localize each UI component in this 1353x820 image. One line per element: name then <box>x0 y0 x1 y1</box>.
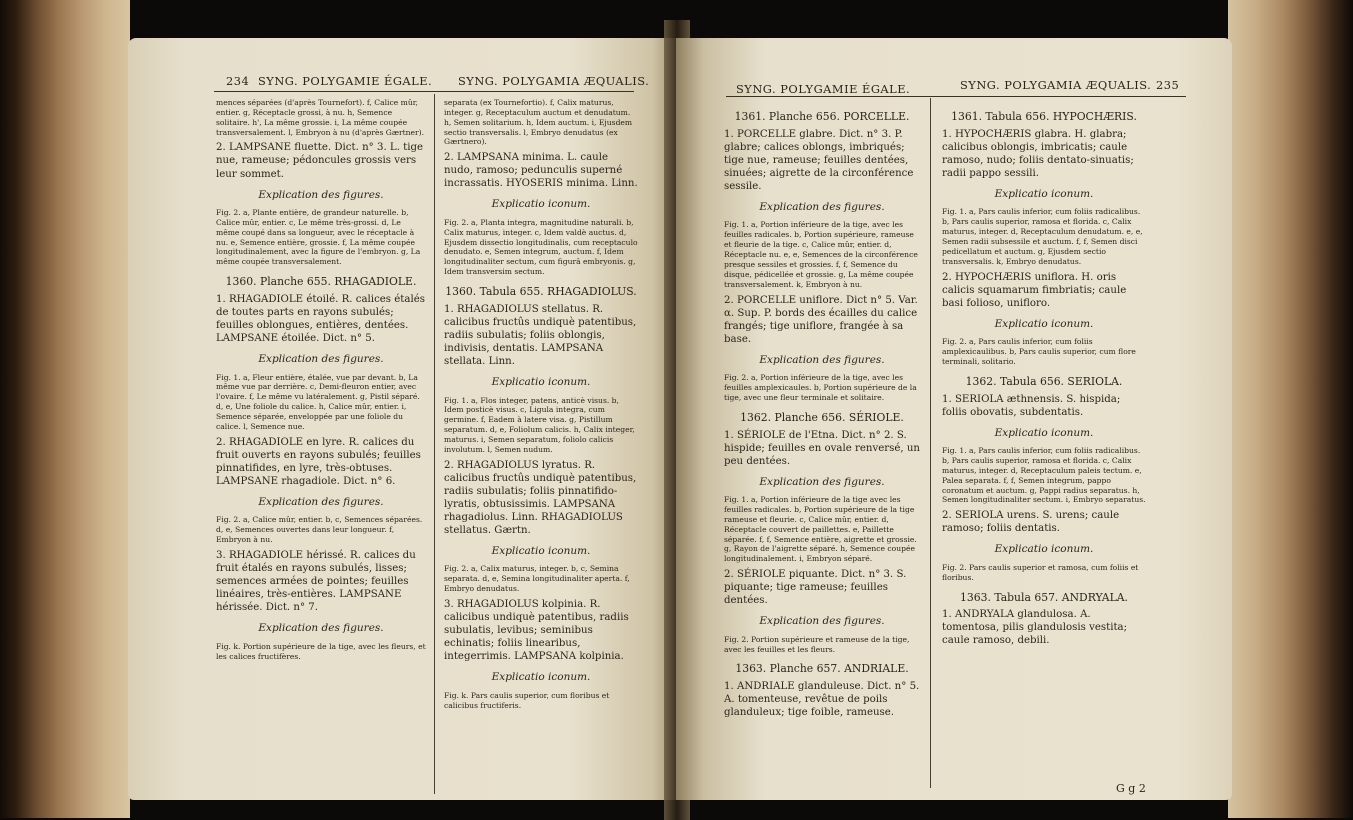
plate-heading: 1363. Tabula 657. ANDRYALA. <box>960 590 1128 604</box>
section-heading: Explication des figures. <box>759 353 885 366</box>
section-heading: Explication des figures. <box>258 495 384 508</box>
right-header-rule <box>726 96 1186 97</box>
figure-caption: Fig. 1. a, Flos integer, patens, anticè visus. b, Idem posticè visus. c, Ligula integra, cum germine. f, Eadem à latere visa. g, Pistillum separatum. d, e, Foliolum calicis. h, Calix integer, maturus. i, Semen separatum, foliolo calicis involutum. l, Semen nudum. <box>444 395 635 454</box>
section-heading: Explication des figures. <box>258 188 384 201</box>
right-page-number: 235 <box>1156 78 1180 92</box>
section-heading: Explication des figures. <box>258 353 384 366</box>
plate-heading: 1363. Planche 657. ANDRIALE. <box>735 662 909 676</box>
section-heading: Explicatio iconum. <box>994 188 1094 200</box>
species-entry: 3. RHAGADIOLE hérissé. R. calices du fruit étalés en rayons subulés, lisses; semences armées de pointes; feuilles linéaires, très-entières. LAMPSANE hérissée. Dict. n° 7. <box>216 549 416 614</box>
figure-caption: Fig. 2. a, Planta integra, magnitudine naturali. b, Calix maturus, integer. c, Idem valdè auctus. d, Ejusdem dissectio longitudinalis, cum receptaculo denudato. e, Semen integrum, auctum. f, Idem longitudinaliter sectum, cum figurâ embryonis. g, Idem transversim sectum. <box>444 217 638 277</box>
section-heading: Explicatio iconum. <box>491 376 591 389</box>
left-header-rule <box>214 91 634 92</box>
right-la-column <box>942 102 1146 778</box>
species-entry: 2. LAMPSANA minima. L. caule nudo, ramoso; pedunculis superné incrassatis. HYOSERIS minima. Linn. <box>444 152 638 190</box>
species-entry: 2. RHAGADIOLE en lyre. R. calices du fruit ouverts en rayons subulés; feuilles pinnatifides, en lyre, très-obtuses. LAMPSANE rhagadiole. Dict. n° 6. <box>216 436 421 487</box>
right-page <box>676 38 1232 800</box>
figure-caption: Fig. k. Portion supérieure de la tige, avec les fleurs, et les calices fructifères. <box>216 641 426 661</box>
left-fr-column <box>216 98 426 800</box>
plate-heading: 1362. Tabula 656. SERIOLA. <box>965 374 1123 388</box>
left-page <box>128 38 680 800</box>
left-header-la: SYNG. POLYGAMIA ÆQUALIS. <box>458 74 650 88</box>
book-edge-right <box>1228 0 1353 818</box>
plate-heading: 1360. Tabula 655. RHAGADIOLUS. <box>445 285 637 299</box>
figure-caption: Fig. 1. a, Fleur entière, étalée, vue par devant. b, La même vue par derrière. c, Demi-fleuron entier, avec l'ovaire. f, Le même vu latéralement. g, Pistil séparé. d, e, Une foliole du calice. h, Calice mûr, entier. i, Semence séparée, enveloppée par une foliole du calice. l, Semence nue. <box>216 372 420 431</box>
right-fr-column <box>724 102 920 800</box>
section-heading: Explication des figures. <box>759 475 885 488</box>
right-header-la: SYNG. POLYGAMIA ÆQUALIS. <box>960 78 1152 92</box>
right-column-divider <box>930 98 931 788</box>
plate-heading: 1362. Planche 656. SÉRIOLE. <box>740 410 904 424</box>
plate-heading: 1360. Planche 655. RHAGADIOLE. <box>225 275 417 289</box>
section-heading: Explication des figures. <box>759 615 885 628</box>
figure-caption: Fig. 2. a, Calice mûr, entier. b, c, Semences séparées. d, e, Semences ouvertes dans leur longueur. f, Embryon à nu. <box>216 515 423 545</box>
figure-caption: Fig. 2. a, Plante entière, de grandeur naturelle. b, Calice mûr, entier. c, Le même très-grossi. d, Le même coupé dans sa longueur, avec le réceptacle à nu. e, Semence entière, grossie. f, La même coupée longitudinalement, avec la figure de l'embryon. g, La même coupée transversalement. <box>216 208 421 267</box>
species-entry: 1. ANDRIALE glanduleuse. Dict. n° 5. A. tomenteuse, revêtue de poils glanduleux; tige foible, rameuse. <box>724 681 920 719</box>
right-header-fr: SYNG. POLYGAMIE ÉGALE. <box>736 82 911 96</box>
species-entry: 3. RHAGADIOLUS kolpinia. R. calicibus undiquè patentibus, radiis subulatis, levibus; seminibus echinatis; foliis linearibus, integerrimis. LAMPSANA kolpinia. <box>444 598 629 663</box>
figure-caption: Fig. 2. a, Pars caulis inferior, cum foliis amplexicaulibus. b, Pars caulis superior, cum flore terminali, solitario. <box>942 337 1136 366</box>
section-heading: Explicatio iconum. <box>491 544 591 557</box>
section-heading: Explicatio iconum. <box>994 317 1094 330</box>
left-page-number: 234 <box>226 74 250 88</box>
species-entry: 1. RHAGADIOLE étoilé. R. calices étalés de toutes parts en rayons subulés; feuilles oblongues, entières, dentées. LAMPSANE étoilée. Dict. n° 5. <box>216 293 425 345</box>
figure-caption: Fig. 2. Portion supérieure et rameuse de la tige, avec les feuilles et les fleurs. <box>724 634 910 654</box>
species-entry: 2. PORCELLE uniflore. Dict n° 5. Var. α. Sup. P. bords des écailles du calice frangés; tige uniflore, frangée à sa base. <box>724 294 918 345</box>
section-heading: Explicatio iconum. <box>994 426 1094 439</box>
species-entry: 1. SERIOLA æthnensis. S. hispida; foliis obovatis, subdentatis. <box>942 393 1121 418</box>
book-edge-left <box>0 0 130 818</box>
species-entry: 2. RHAGADIOLUS lyratus. R. calicibus fructûs undiquè patentibus, radiis subulatis; foliis pinnatifido-lyratis, obtusissimis. LAMPSANA rhagadiolus. Linn. RHAGADIOLUS stellatus. Gærtn. <box>444 459 637 536</box>
figure-caption: Fig. 1. a, Portion inférieure de la tige, avec les feuilles radicales. b, Portion supérieure, rameuse et fleurie de la tige. c, Calice mûr, entier. d, Réceptacle nu. e, e, Semences de la circonférence presque sessiles et grossies. f, f, Semence du disque, pédicellée et grossie. g, La même coupée transversalement. k, Embryon à nu. <box>724 220 918 289</box>
section-heading: Explicatio iconum. <box>994 543 1094 556</box>
figure-caption: Fig. 1. a, Pars caulis inferior, cum foliis radicalibus. b, Pars caulis superior, ramosa et florida. c, Calix maturus, integer. d, Receptaculum paleis tectum. e, Palea separata. f, f, Semen integrum, pappo coronatum et auctum. g, Pappi radius separatus. h, Semen longitudinaliter sectum. i, Embryo separatus. <box>942 446 1146 505</box>
figure-caption: Fig. 2. Pars caulis superior et ramosa, cum foliis et floribus. <box>942 562 1139 582</box>
plate-heading: 1361. Tabula 656. HYPOCHÆRIS. <box>951 110 1137 123</box>
species-entry: 2. SÉRIOLE piquante. Dict. n° 3. S. piquante; tige rameuse; feuilles dentées. <box>724 569 907 607</box>
figure-caption: mences séparées (d'après Tournefort). f, Calice mûr, entier. g, Réceptacle grossi, à nu. h, Semence solitaire. h', La même grossie. i, La même coupée transversalement. l, Embryon à nu (d'après Gærtner). <box>216 98 425 137</box>
left-header-fr: SYNG. POLYGAMIE ÉGALE. <box>258 74 433 88</box>
figure-caption: Fig. 1. a, Portion inférieure de la tige avec les feuilles radicales. b, Portion supérieure de la tige rameuse et fleurie. c, Calice mûr, entier. d, Réceptacle couvert de paillettes. e, Paillette séparée. f, f, Semence entière, aigrette et grossie. g, Rayon de l'aigrette séparé. h, Semence coupée longitudinalement. i, Embryon séparé. <box>724 495 917 564</box>
species-entry: 1. ANDRYALA glandulosa. A. tomentosa, pilis glandulosis vestita; caule ramoso, debili. <box>942 609 1128 647</box>
species-entry: 1. SÉRIOLE de l'Etna. Dict. n° 2. S. hispide; feuilles en ovale renversé, un peu dentées. <box>724 429 920 467</box>
figure-caption: Fig. 2. a, Calix maturus, integer. b, c, Semina separata. d, e, Semina longitudinaliter aperta. f, Embryo denudatus. <box>444 564 630 594</box>
left-column-divider <box>434 94 435 794</box>
figure-caption: separata (ex Tournefortio). f, Calix maturus, integer. g, Receptaculum auctum et denudatum. h, Semen solitarium. h, Idem auctum. i, Ejusdem sectio transversalis. l, Embryo denudatus (ex Gærtnero). <box>444 98 633 147</box>
species-entry: 2. LAMPSANE fluette. Dict. n° 3. L. tige nue, rameuse; pédoncules grossis vers leur sommet. <box>216 142 424 180</box>
figure-caption: Fig. k. Pars caulis superior, cum floribus et calicibus fructiferis. <box>444 690 610 710</box>
figure-caption: Fig. 1. a, Pars caulis inferior, cum foliis radicalibus. b, Pars caulis superior, ramosa et florida. c, Calix maturus, integer. d, Receptaculum denudatum. e, e, Semen radii subsessile et auctum. f, f, Semen disci pedicellatum et auctum. g, Ejusdem sectio transversalis. k, Embryo denudatus. <box>942 207 1143 266</box>
section-heading: Explicatio iconum. <box>491 671 591 684</box>
signature-mark: G g 2 <box>1116 782 1146 795</box>
section-heading: Explicatio iconum. <box>491 198 591 211</box>
species-entry: 1. RHAGADIOLUS stellatus. R. calicibus fructûs undiquè patentibus, radiis subulatis; foliis oblongis, indivisis, dentatis. LAMPSANA stellata. Linn. <box>444 303 637 368</box>
species-entry: 2. SERIOLA urens. S. urens; caule ramoso; foliis dentatis. <box>942 510 1120 535</box>
section-heading: Explication des figures. <box>759 201 885 214</box>
species-entry: 2. HYPOCHÆRIS uniflora. H. oris calicis squamarum fimbriatis; caule basi folioso, unifloro. <box>942 271 1127 309</box>
species-entry: 1. HYPOCHÆRIS glabra. H. glabra; calicibus oblongis, imbricatis; caule ramoso, nudo; foliis dentato-sinuatis; radii pappo sessili. <box>942 128 1134 179</box>
plate-heading: 1361. Planche 656. PORCELLE. <box>734 110 910 123</box>
species-entry: 1. PORCELLE glabre. Dict. n° 3. P. glabre; calices oblongs, imbriqués; tige nue, rameuse; feuilles dentées, sinuées; aigrette de la circonférence sessile. <box>724 128 914 192</box>
figure-caption: Fig. 2. a, Portion inférieure de la tige, avec les feuilles amplexicaules. b, Portion supérieure de la tige, avec une fleur terminale et solitaire. <box>724 373 917 402</box>
left-la-column <box>444 98 638 800</box>
section-heading: Explication des figures. <box>258 622 384 635</box>
